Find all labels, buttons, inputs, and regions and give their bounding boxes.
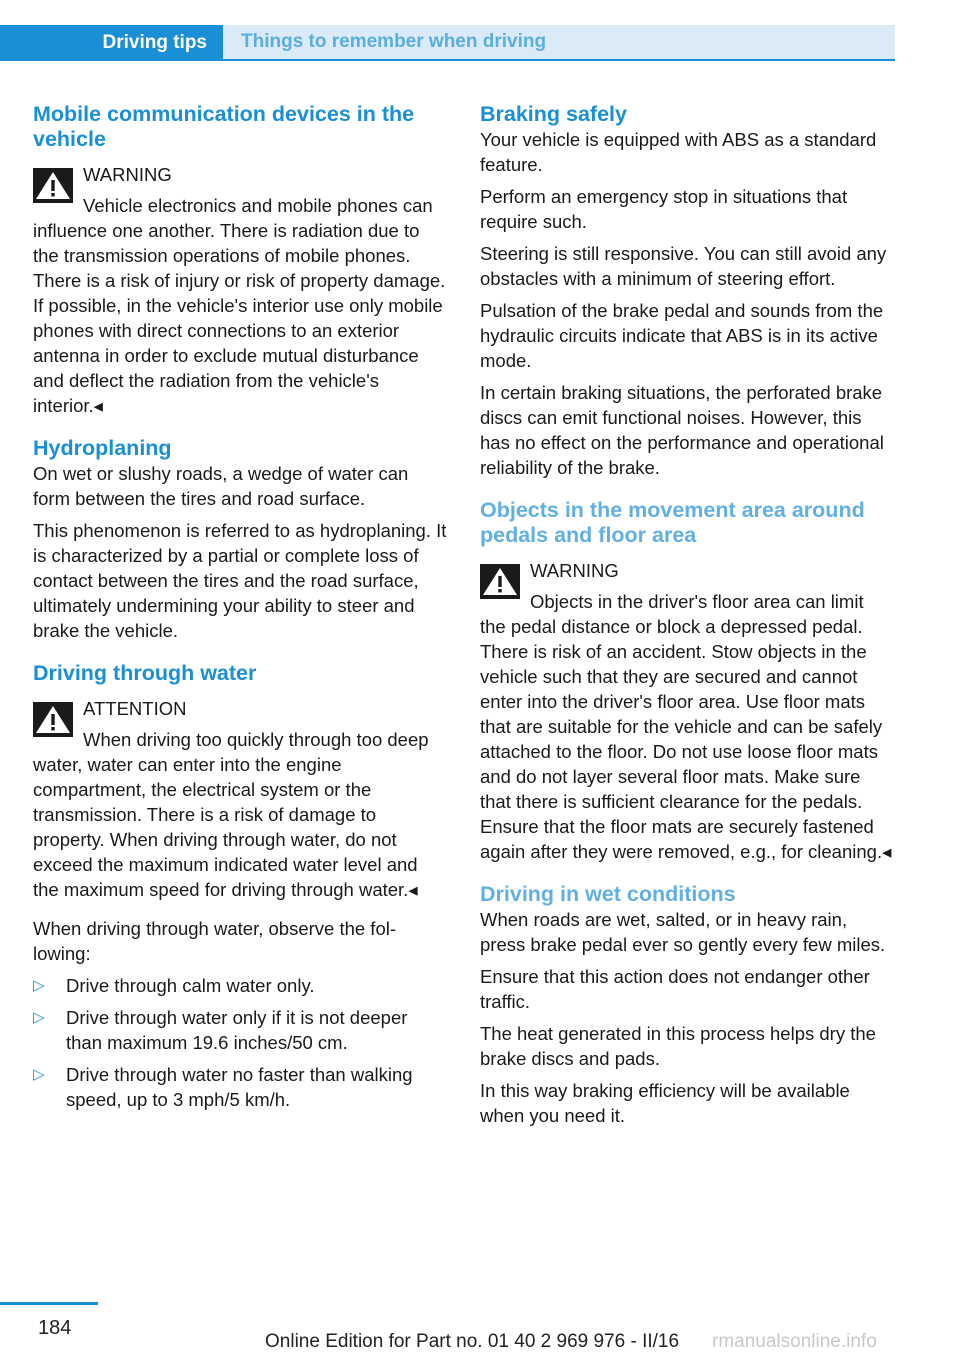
warning-triangle-icon	[480, 564, 520, 599]
warning-label: WARNING	[83, 164, 172, 185]
watermark: rmanualsonline.info	[712, 1331, 877, 1352]
section-mobile-devices	[33, 102, 447, 418]
page-header	[0, 25, 895, 61]
heading-driving-through-water: Driving through water	[33, 661, 257, 685]
paragraph: Your vehicle is equipped with ABS as a standard feature.	[480, 129, 877, 175]
warning-triangle-icon	[33, 168, 73, 203]
heading-braking-safely: Braking safely	[480, 102, 627, 126]
header-tab-things-to-remember: Things to remember when driving	[223, 25, 895, 61]
warning-label: WARNING	[530, 560, 619, 581]
heading-wet-conditions: Driving in wet conditions	[480, 882, 736, 906]
paragraph: In this way braking efficiency will be available when you need it.	[480, 1080, 850, 1126]
bullet-triangle-icon: ▷	[33, 977, 45, 994]
paragraph: When driving through water, observe the following:	[33, 918, 397, 964]
right-column	[480, 102, 894, 1146]
paragraph: On wet or slushy roads, a wedge of water can form between the tires and road surface.	[33, 463, 409, 509]
bullet-triangle-icon: ▷	[33, 1009, 45, 1026]
paragraph: The heat generated in this process helps dry the brake discs and pads.	[480, 1023, 876, 1069]
paragraph: When roads are wet, salted, or in heavy rain, press brake pedal ever so gently every few miles.	[480, 909, 886, 955]
list-item: ▷ Drive through water no faster than walking speed, up to 3 mph/5 km/h.	[33, 1064, 413, 1110]
paragraph: Pulsation of the brake pedal and sounds from the hydraulic circuits indicate that ABS is in its active mode.	[480, 300, 884, 371]
section-braking-safely	[480, 102, 894, 480]
paragraph: Perform an emergency stop in situations that require such.	[480, 186, 848, 232]
warning-triangle-icon	[33, 702, 73, 737]
warning-text	[33, 193, 447, 418]
warning-text	[480, 589, 894, 864]
attention-text	[33, 727, 447, 902]
list-item: ▷ Drive through water only if it is not deeper than maximum 19.6 inches/50 cm.	[33, 1007, 408, 1053]
attention-label: ATTENTION	[83, 698, 187, 719]
warning-text-body: Objects in the driver's floor area can limit the pedal distance or block a depressed pedal. There is risk of an accident. Stow objects in the vehicle such that they are secured and cannot enter into the driver's floor area. Use floor mats that are suitable for the vehicle and can be safely attached to the floor. Do not use loose floor mats and do not layer several floor mats. Make sure that there is sufficient clearance for the pedals. Ensure that the floor mats are securely fastened again after they were removed, e.g., for cleaning.◂	[480, 591, 892, 862]
paragraph: Steering is still responsive. You can still avoid any obstacles with a minimum of steering effort.	[480, 243, 887, 289]
heading-objects-floor-area: Objects in the movement area around pedals and floor area	[480, 498, 865, 547]
section-objects-floor-area	[480, 498, 894, 864]
section-hydroplaning	[33, 436, 447, 643]
paragraph: Ensure that this action does not endanger other traffic.	[480, 966, 870, 1012]
left-column	[33, 102, 447, 1130]
bullet-triangle-icon: ▷	[33, 1066, 45, 1083]
heading-mobile-devices: Mobile communication devices in the vehicle	[33, 102, 415, 151]
paragraph: This phenomenon is referred to as hydroplaning. It is characterized by a partial or complete loss of contact between the tires and the road surface, ultimately undermining your ability to steer and brake the vehicle.	[33, 520, 447, 641]
edition-text: Online Edition for Part no. 01 40 2 969 976 - II/16	[265, 1331, 680, 1352]
bullet-list-water	[33, 973, 447, 1112]
attention-box-water	[33, 696, 447, 902]
warning-box-objects	[480, 558, 894, 864]
section-driving-through-water	[33, 661, 447, 1112]
page-number: 184	[38, 1317, 72, 1339]
list-item: ▷ Drive through calm water only.	[33, 975, 315, 996]
header-tab-driving-tips: Driving tips	[0, 25, 223, 61]
warning-box-mobile	[33, 162, 447, 418]
warning-text-body: Vehicle electronics and mobile phones can influence one another. There is radiation due to the transmission operations of mobile phones. There is a risk of injury or risk of property damage. If possible, in the vehicle's interior use only mobile phones with direct connections to an exterior antenna in order to exclude mutual disturbance and deflect the radiation from the vehicle's interior.◂	[33, 195, 446, 416]
footer-divider	[0, 1302, 98, 1305]
section-wet-conditions	[480, 882, 894, 1128]
heading-hydroplaning: Hydroplaning	[33, 436, 172, 460]
attention-text-body: When driving too quickly through too deep water, water can enter into the engine compartment, the electrical system or the transmission. There is a risk of damage to property. When driving through water, do not exceed the maximum indicated water level and the maximum speed for driving through water.◂	[33, 729, 429, 900]
paragraph: In certain braking situations, the perforated brake discs can emit functional noises. However, this has no effect on the performance and operational reliability of the brake.	[480, 382, 884, 478]
